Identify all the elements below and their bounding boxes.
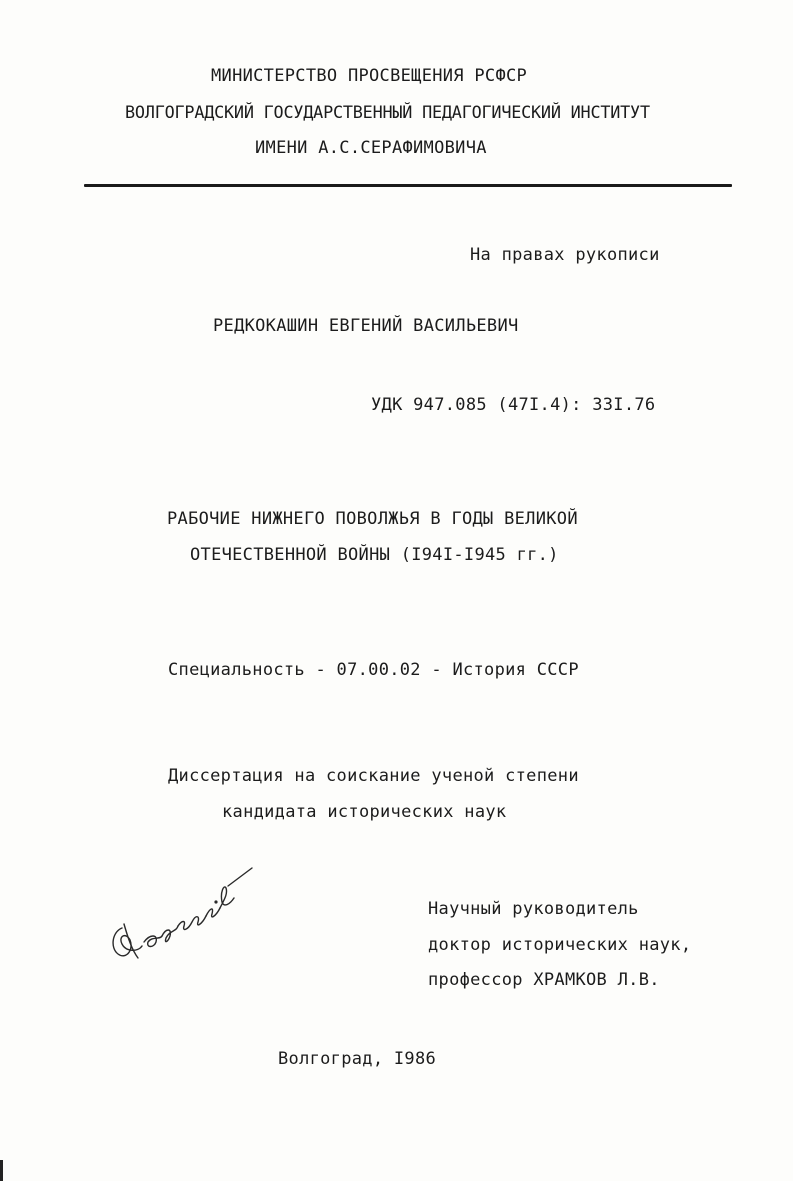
udk-code: УДК 947.085 (47I.4): 33I.76: [371, 395, 656, 415]
specialty-line: Специальность - 07.00.02 - История СССР: [168, 660, 579, 680]
handwritten-signature-icon: [104, 858, 256, 970]
degree-line-2: кандидата исторических наук: [222, 802, 507, 822]
place-and-year: Волгоград, I986: [278, 1049, 437, 1069]
advisor-title: Научный руководитель: [428, 899, 639, 919]
degree-line-1: Диссертация на соискание ученой степени: [168, 766, 579, 786]
named-after-line: ИМЕНИ А.С.СЕРАФИМОВИЧА: [255, 138, 487, 158]
header-divider: [84, 184, 732, 187]
rights-note: На правах рукописи: [470, 245, 660, 265]
ministry-line: МИНИСТЕРСТВО ПРОСВЕЩЕНИЯ РСФСР: [211, 66, 528, 86]
institute-line: ВОЛГОГРАДСКИЙ ГОСУДАРСТВЕННЫЙ ПЕДАГОГИЧЕСКИЙ ИНСТИТУТ: [125, 102, 650, 122]
title-line-1: РАБОЧИЕ НИЖНЕГО ПОВОЛЖЬЯ В ГОДЫ ВЕЛИКОЙ: [167, 509, 578, 529]
author-name: РЕДКОКАШИН ЕВГЕНИЙ ВАСИЛЬЕВИЧ: [213, 316, 519, 336]
scan-edge-mark: [0, 1160, 3, 1181]
advisor-degree: доктор исторических наук,: [428, 935, 692, 955]
title-line-2: ОТЕЧЕСТВЕННОЙ ВОЙНЫ (I94I-I945 гг.): [190, 545, 559, 565]
advisor-name: профессор ХРАМКОВ Л.В.: [428, 970, 660, 990]
